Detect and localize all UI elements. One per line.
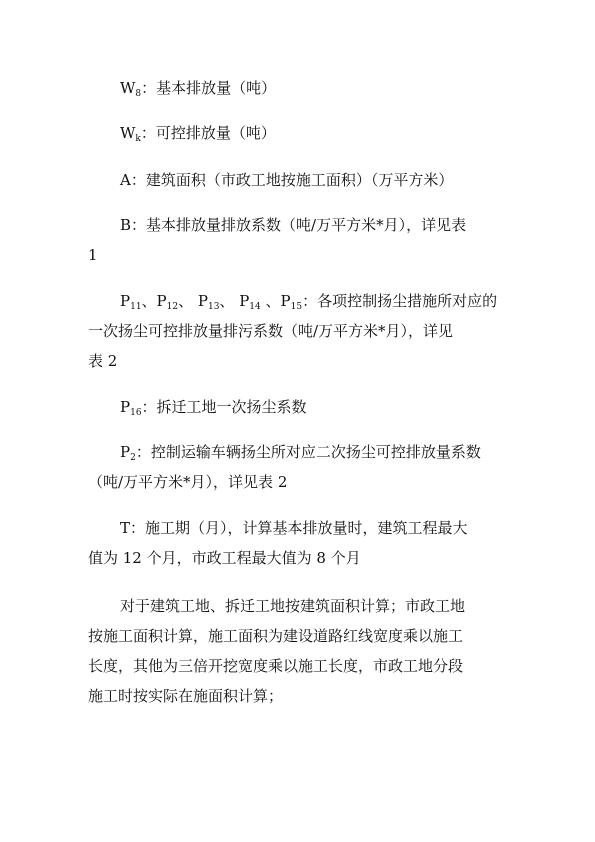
definition-w8: $W_8$：基本排放量（吨）: [120, 79, 277, 99]
definition-p11-p15: $P_{11}$、$P_{12}$、 $P_{13}$、 $P_{14}$ 、$P_{15}$：各项控制扬尘措施所对应的: [120, 292, 498, 312]
definition-t: T：施工期（月），计算基本排放量时，建筑工程最大: [120, 519, 468, 537]
definition-p11-p15-continued: 一次扬尘可控排放量排污系数（吨/万平方米*月），详见: [88, 322, 454, 340]
paragraph-line-4: 施工时按实际在施面积计算；: [88, 687, 284, 705]
paragraph-line-3: 长度，其他为三倍开挖宽度乘以施工长度，市政工地分段: [88, 657, 464, 675]
definition-p2: $P_2$：控制运输车辆扬尘所对应二次扬尘可控排放量系数: [120, 443, 481, 463]
definition-p16: $P_{16}$：拆迁工地一次扬尘系数: [120, 398, 307, 418]
paragraph-line-2: 按施工面积计算，施工面积为建设道路红线宽度乘以施工: [88, 627, 464, 645]
definition-p2-continued: （吨/万平方米*月），详见表 2: [88, 473, 288, 491]
definition-t-continued: 值为 12 个月，市政工程最大值为 8 个月: [88, 549, 361, 567]
definition-b: B：基本排放量排放系数（吨/万平方米*月），详见表: [120, 216, 467, 234]
definition-b-continued: 1: [88, 246, 98, 264]
definition-p11-p15-end: 表 2: [88, 352, 118, 370]
definition-wk: $W_k$：可控排放量（吨）: [120, 124, 276, 144]
paragraph-line-1: 对于建筑工地、拆迁工地按建筑面积计算；市政工地: [120, 597, 466, 615]
definition-a: A：建筑面积（市政工地按施工面积）（万平方米）: [120, 171, 454, 189]
